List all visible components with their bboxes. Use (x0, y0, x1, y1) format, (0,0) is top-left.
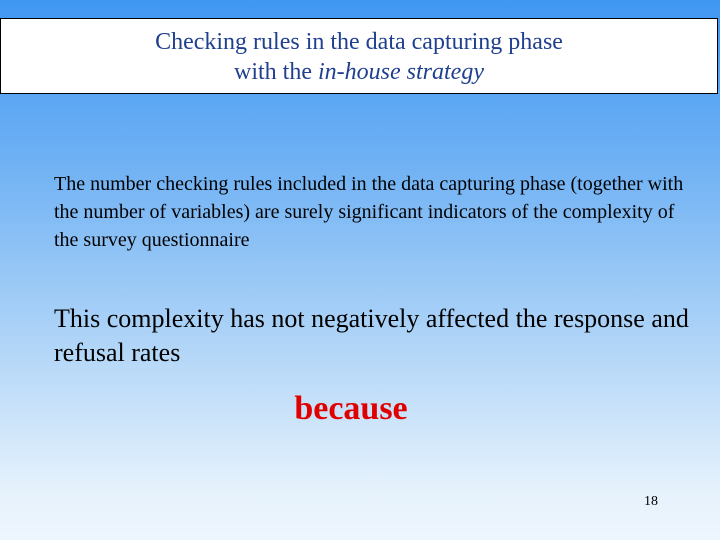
slide-title-line2-prefix: with the (234, 59, 318, 85)
emphasis-text: because (294, 390, 408, 427)
body-paragraph-1: The number checking rules included in the data capturing phase (together with the number of variables) are surely significant indicators of the complexity of the survey questionnaire (54, 173, 684, 251)
slide-title-line1: Checking rules in the data capturing phase (155, 29, 563, 55)
slide-title-box (0, 18, 718, 94)
slide-title-line2-italic: in-house strategy (318, 59, 484, 85)
page-number: 18 (644, 494, 658, 509)
body-paragraph-2: This complexity has not negatively affected the response and refusal rates (54, 304, 689, 367)
slide-title-line2 (1, 57, 717, 87)
